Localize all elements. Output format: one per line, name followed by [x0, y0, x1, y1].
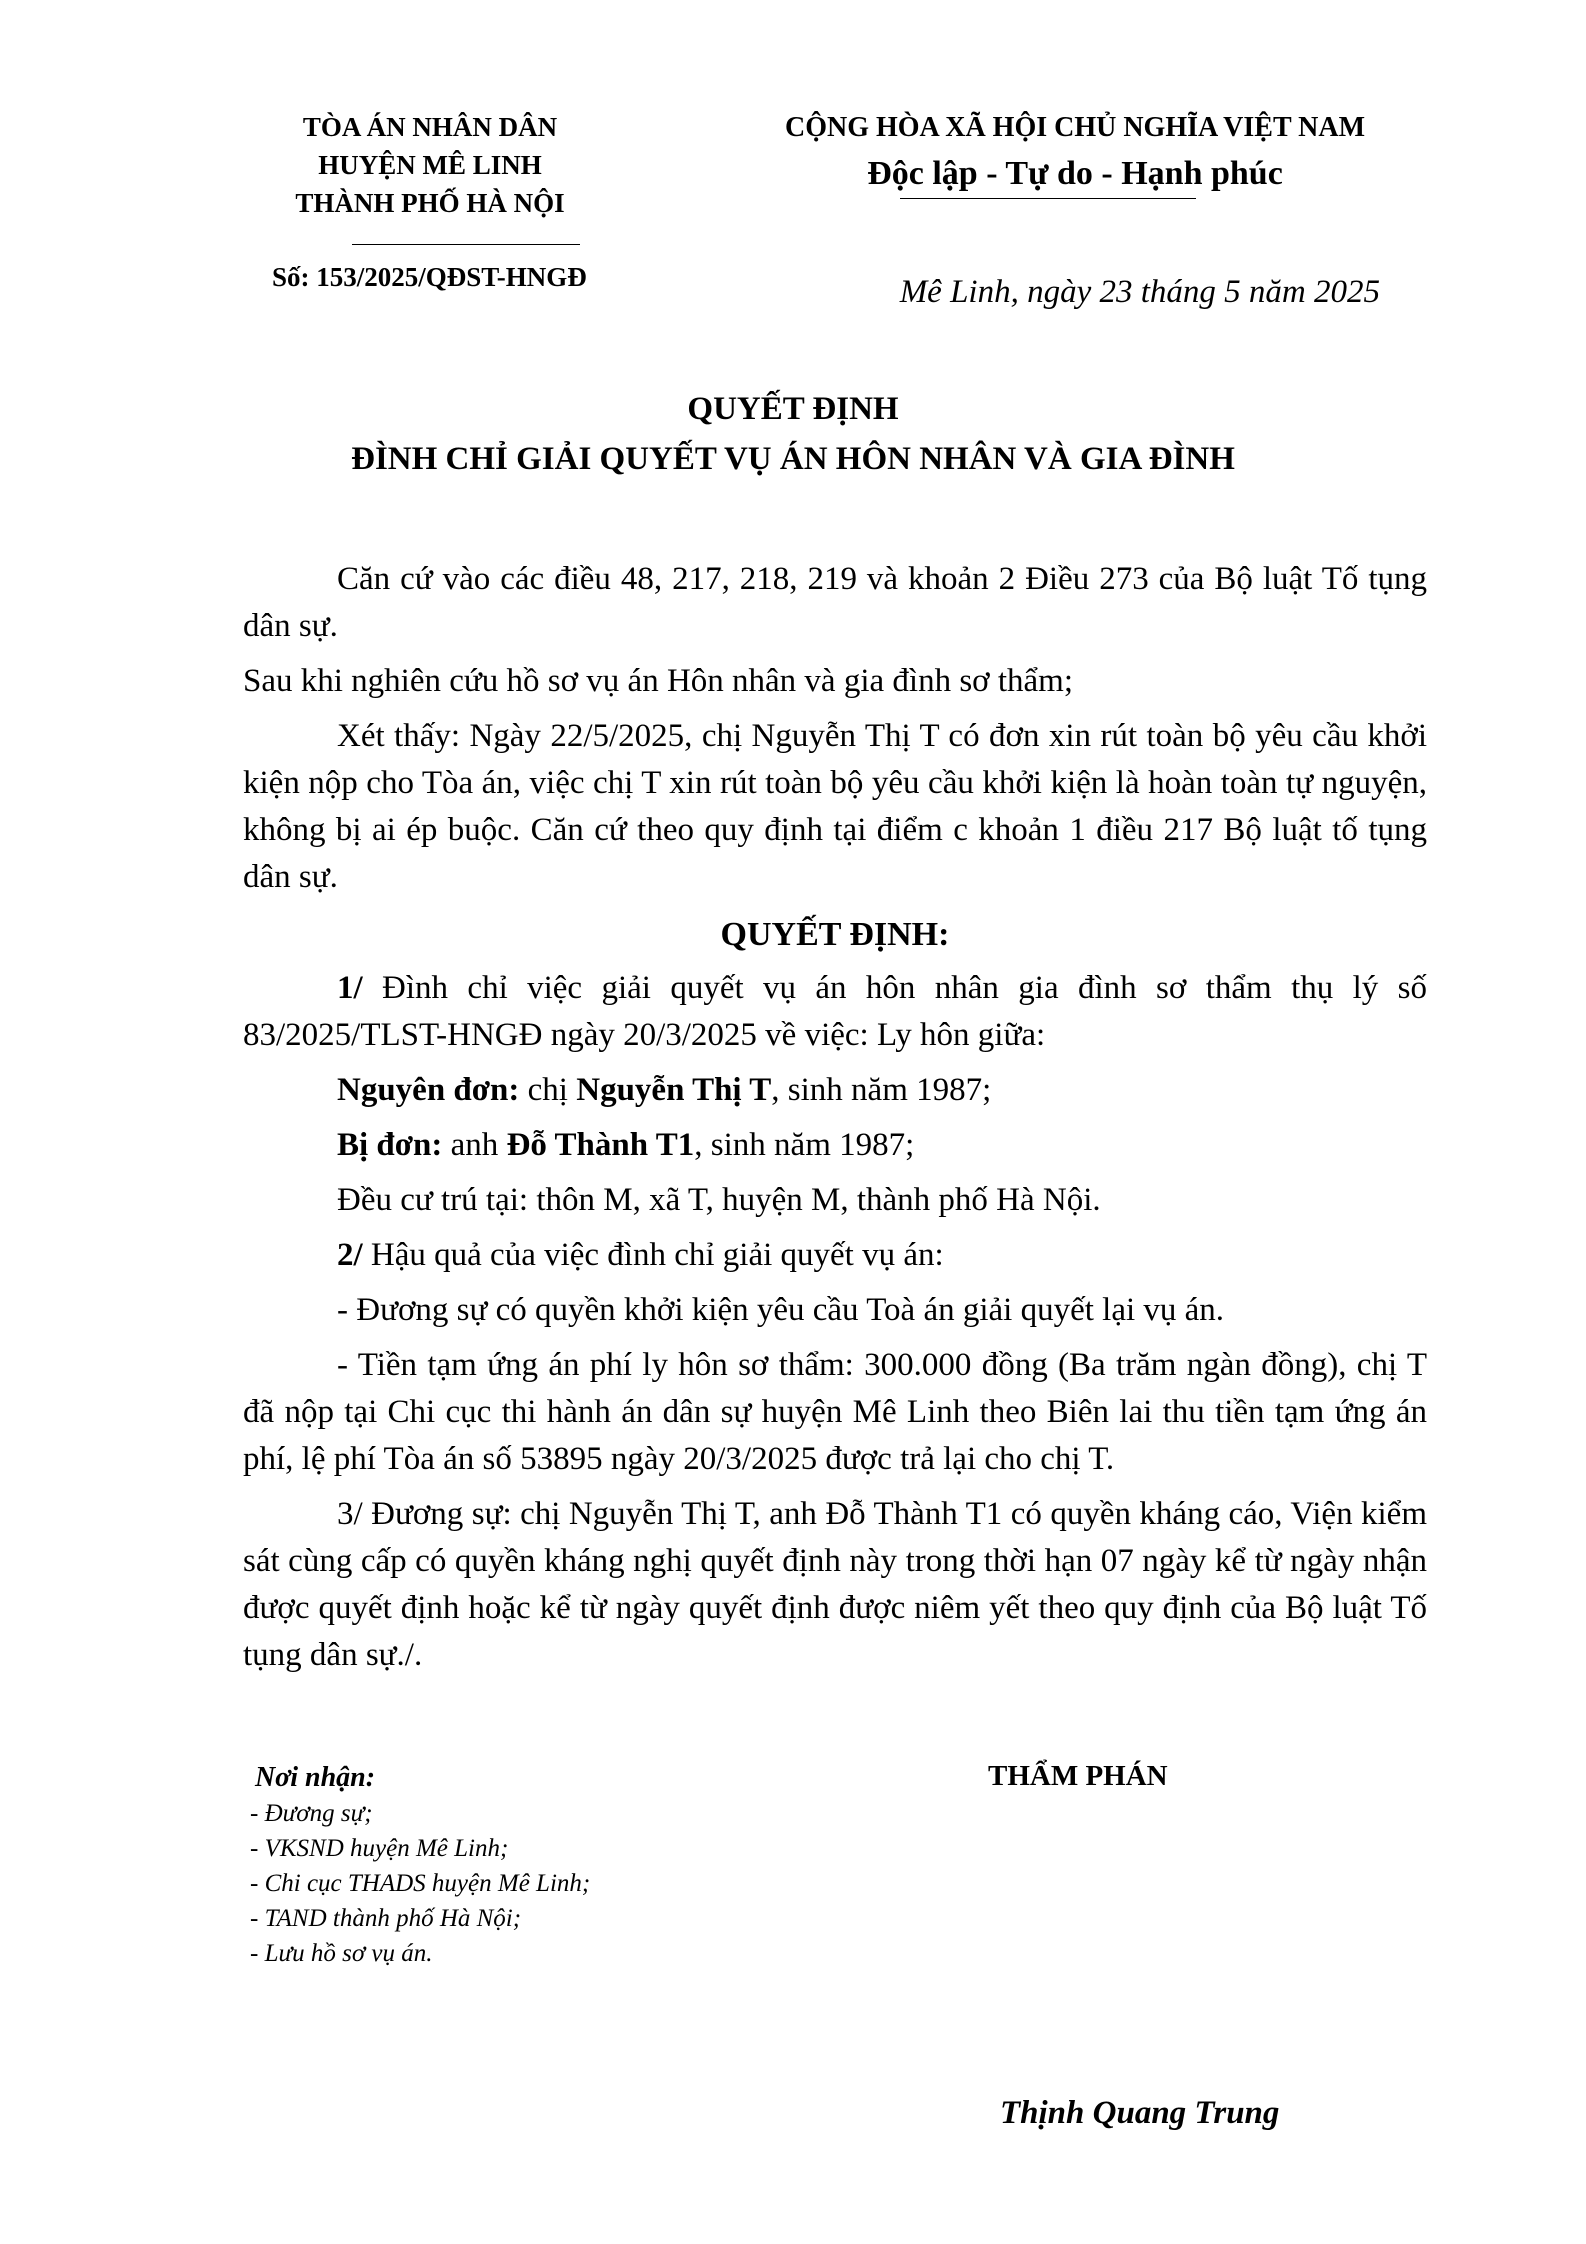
- recipients-block: [250, 1760, 810, 1971]
- document-title: [170, 384, 1416, 484]
- findings-paragraph: Xét thấy: Ngày 22/5/2025, chị Nguyễn Thị T có đơn xin rút toàn bộ yêu cầu khởi kiện nộp cho Tòa án, việc chị T xin rút toàn bộ yêu cầu khởi kiện là hoàn toàn tự nguyện, không bị ai ép buộc. Căn cứ theo quy định tại điểm c khoản 1 điều 217 Bộ luật tố tụng dân sự.: [243, 718, 1427, 895]
- defendant-prefix: anh: [442, 1127, 507, 1163]
- item-1-text: Đình chỉ việc giải quyết vụ án hôn nhân gia đình sơ thẩm thụ lý số 83/2025/TLST-HNGĐ ngày 20/3/2025 về việc: Ly hôn giữa:: [243, 970, 1427, 1053]
- title-line-2: ĐÌNH CHỈ GIẢI QUYẾT VỤ ÁN HÔN NHÂN VÀ GIA ĐÌNH: [351, 441, 1235, 477]
- item-2-consequence-b: - Tiền tạm ứng án phí ly hôn sơ thẩm: 300.000 đồng (Ba trăm ngàn đồng), chị T đã nộp tại Chi cục thi hành án dân sự huyện Mê Linh theo Biên lai thu tiền tạm ứng án phí, lệ phí Tòa án số 53895 ngày 20/3/2025 được trả lại cho chị T.: [243, 1347, 1427, 1477]
- defendant-label: Bị đơn:: [337, 1127, 443, 1163]
- court-line-3: THÀNH PHỐ HÀ NỘI: [295, 188, 565, 218]
- item-2-text: Hậu quả của việc đình chỉ giải quyết vụ án:: [362, 1237, 944, 1273]
- plaintiff-name: Nguyễn Thị T: [576, 1072, 772, 1108]
- nation-name: CỘNG HÒA XÃ HỘI CHỦ NGHĨA VIỆT NAM: [784, 112, 1366, 143]
- place-date: Mê Linh, ngày 23 tháng 5 năm 2025: [899, 274, 1380, 310]
- court-name-block: [230, 108, 630, 222]
- judge-name: Thịnh Quang Trung: [1000, 2095, 1280, 2131]
- decision-heading: QUYẾT ĐỊNH:: [720, 916, 950, 953]
- residence-line: Đều cư trú tại: thôn M, xã T, huyện M, thành phố Hà Nội.: [337, 1182, 1101, 1218]
- recipients-heading: Nơi nhận:: [255, 1762, 376, 1793]
- document-body: [243, 556, 1427, 1687]
- national-heading: [700, 108, 1450, 198]
- defendant-birth: , sinh năm 1987;: [694, 1127, 915, 1163]
- decision-item-2: [243, 1232, 1427, 1279]
- item-2-number: 2/: [337, 1237, 363, 1273]
- defendant-line: [243, 1122, 1427, 1169]
- defendant-name: Đỗ Thành T1: [506, 1127, 695, 1163]
- plaintiff-label: Nguyên đơn:: [337, 1072, 520, 1108]
- court-divider: [352, 244, 580, 245]
- decision-item-3: 3/ Đương sự: chị Nguyễn Thị T, anh Đỗ Thành T1 có quyền kháng cáo, Viện kiểm sát cùng cấp có quyền kháng nghị quyết định này trong thời hạn 07 ngày kể từ ngày nhận được quyết định hoặc kể từ ngày quyết định được niêm yết theo quy định của Bộ luật Tố tụng dân sự./.: [243, 1496, 1427, 1673]
- judge-title: THẨM PHÁN: [988, 1760, 1168, 1792]
- plaintiff-prefix: chị: [519, 1072, 577, 1108]
- decision-item-1: [243, 965, 1427, 1059]
- recipient-item: - Đương sự;: [250, 1800, 373, 1827]
- title-line-1: QUYẾT ĐỊNH: [687, 391, 899, 427]
- motto-divider: [900, 198, 1196, 199]
- plaintiff-birth: , sinh năm 1987;: [771, 1072, 992, 1108]
- item-1-number: 1/: [337, 970, 363, 1006]
- legal-basis-paragraph: Căn cứ vào các điều 48, 217, 218, 219 và khoản 2 Điều 273 của Bộ luật Tố tụng dân sự.: [243, 561, 1427, 644]
- review-paragraph: Sau khi nghiên cứu hồ sơ vụ án Hôn nhân và gia đình sơ thẩm;: [243, 663, 1074, 699]
- recipient-item: - TAND thành phố Hà Nội;: [250, 1905, 522, 1932]
- recipient-item: - Lưu hồ sơ vụ án.: [250, 1940, 433, 1967]
- document-number: Số: 153/2025/QĐST-HNGĐ: [272, 262, 587, 292]
- recipient-item: - Chi cục THADS huyện Mê Linh;: [250, 1870, 591, 1897]
- recipient-item: - VKSND huyện Mê Linh;: [250, 1835, 509, 1862]
- court-line-2: HUYỆN MÊ LINH: [318, 150, 542, 180]
- item-2-consequence-a: - Đương sự có quyền khởi kiện yêu cầu Toà án giải quyết lại vụ án.: [337, 1292, 1225, 1328]
- court-line-1: TÒA ÁN NHÂN DÂN: [302, 112, 558, 142]
- plaintiff-line: [243, 1067, 1427, 1114]
- national-motto: Độc lập - Tự do - Hạnh phúc: [867, 155, 1283, 192]
